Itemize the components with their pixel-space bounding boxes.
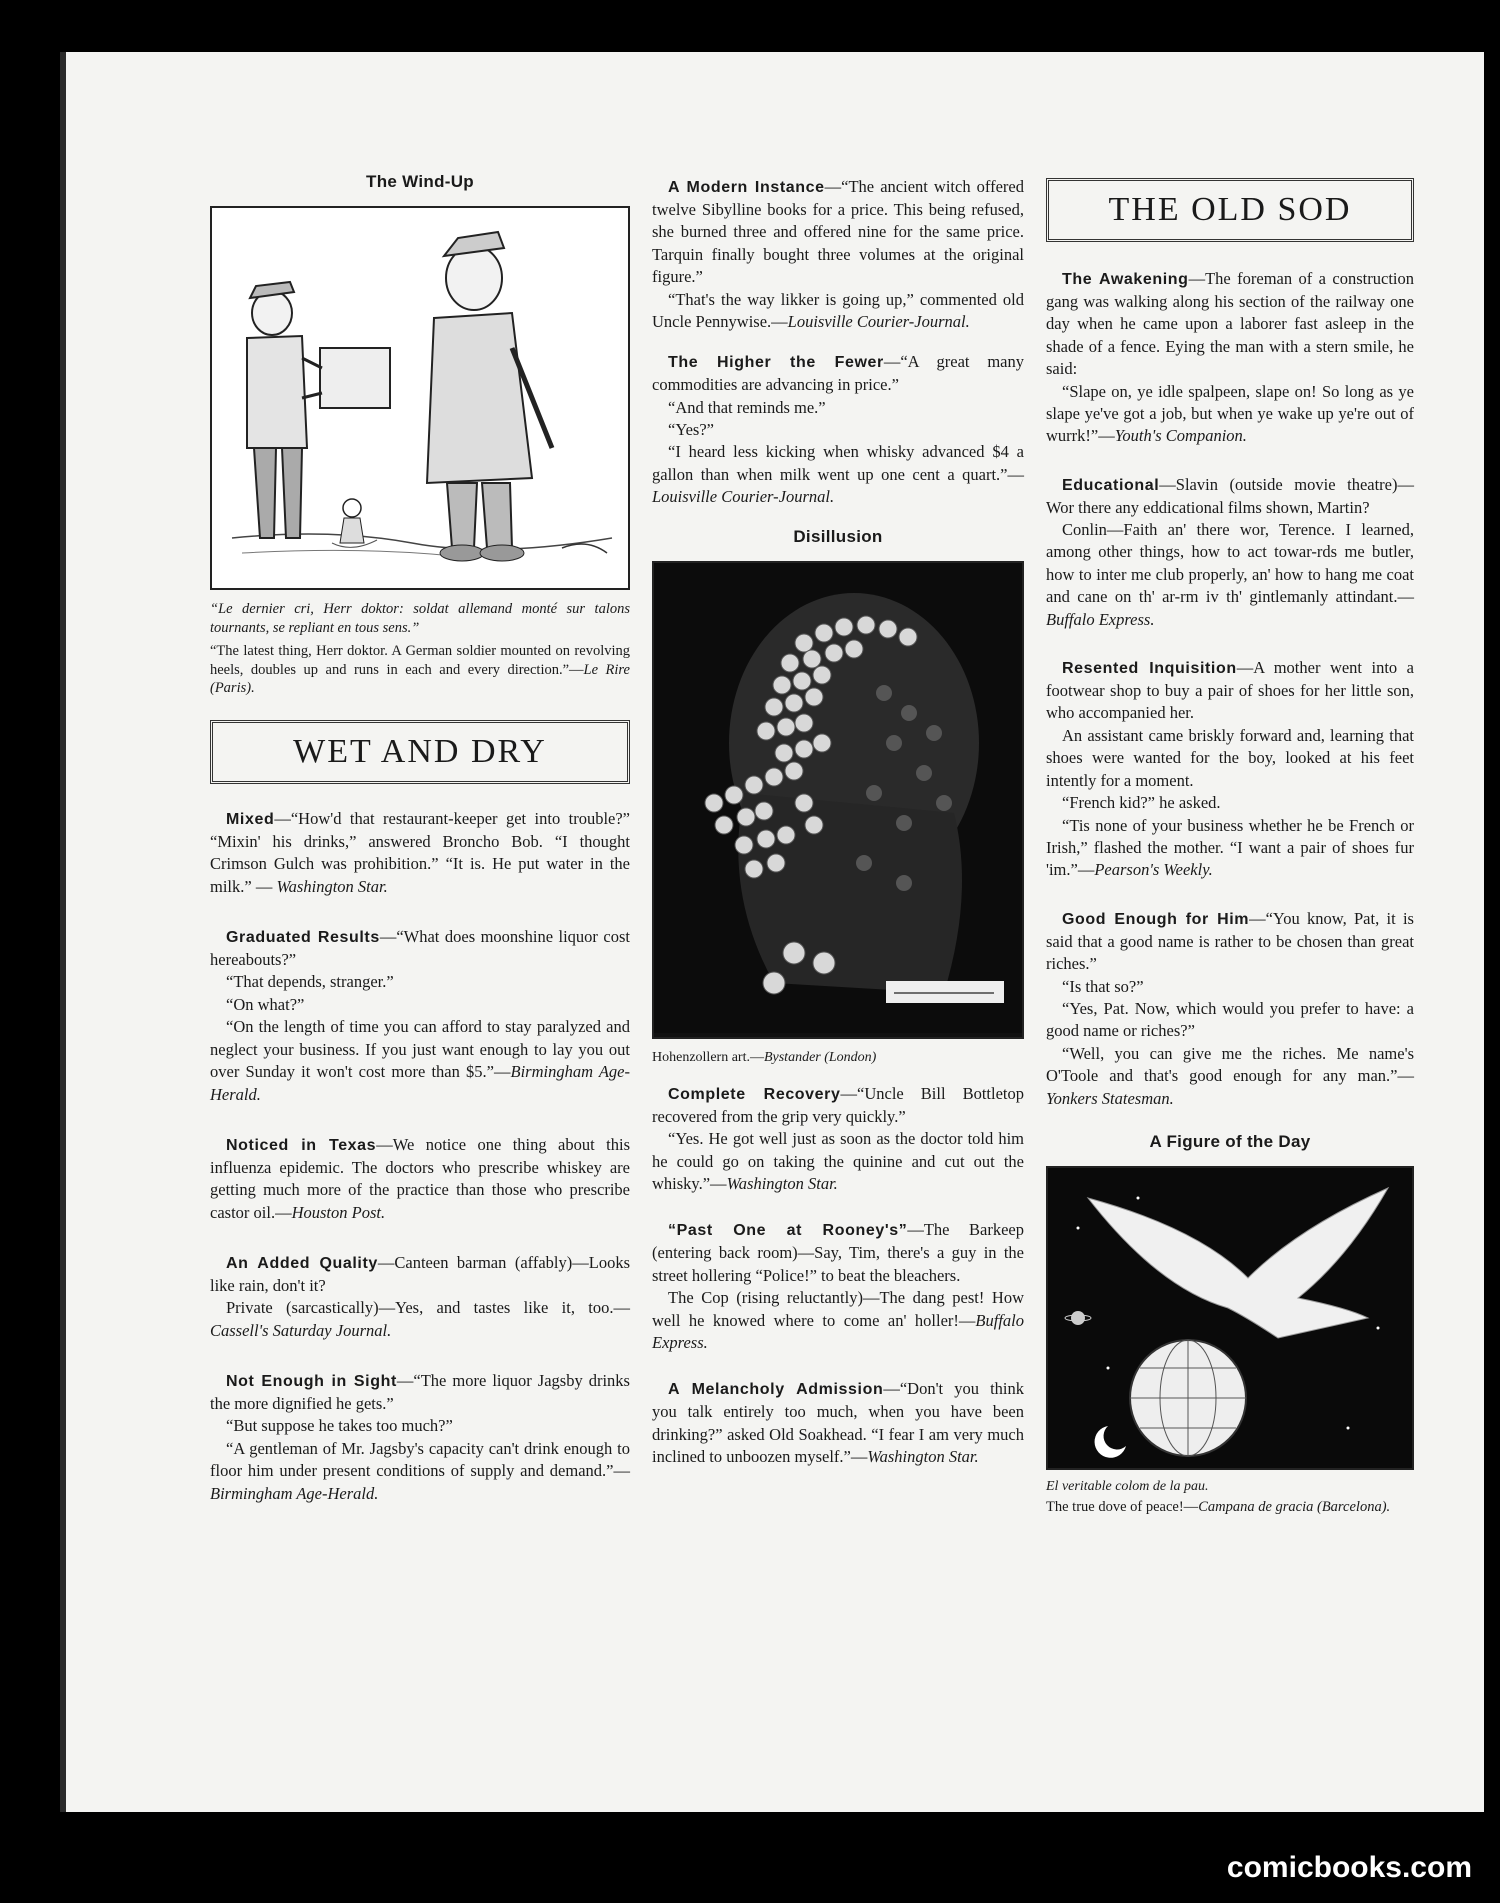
article-item xyxy=(1046,474,1414,631)
article-paragraph xyxy=(1046,268,1414,381)
article-paragraph xyxy=(210,1415,630,1437)
article-paragraph xyxy=(652,1219,1024,1287)
article-text: “A gentleman of Mr. Jagsby's capacity can't drink enough to floor him under present conditions of supply and demand.”— xyxy=(210,1438,630,1481)
figure-title-figure-of-day: A Figure of the Day xyxy=(1149,1132,1311,1152)
illustration-disillusion xyxy=(652,561,1024,1039)
article-source: Buffalo Express. xyxy=(652,1310,1024,1352)
article-paragraph xyxy=(210,1252,630,1297)
article-source: Washington Star. xyxy=(867,1447,979,1466)
article-item xyxy=(1046,657,1414,882)
article-item xyxy=(210,808,630,898)
article-source: Houston Post. xyxy=(291,1202,386,1222)
article-paragraph xyxy=(210,1438,630,1505)
article-headline: A Modern Instance xyxy=(668,179,825,196)
article-item xyxy=(210,926,630,1106)
article-text: “Yes. He got well just as soon as the doctor told him he could go on taking the quinine and cut out the whisky.”— xyxy=(652,1129,1024,1193)
article-headline: An Added Quality xyxy=(226,1255,378,1273)
article-text: “French kid?” he asked. xyxy=(1062,793,1221,813)
article-text: Private (sarcastically)—Yes, and tastes like it, too.— xyxy=(226,1298,630,1318)
article-text: —A mother went into a footwear shop to buy a pair of shoes for her little son, who accompanied her. xyxy=(1046,658,1415,723)
article-text: “Yes?” xyxy=(668,420,714,439)
article-paragraph xyxy=(210,808,630,898)
figure-title-disillusion: Disillusion xyxy=(793,526,883,546)
article-paragraph xyxy=(210,1370,630,1415)
article-headline: Resented Inquisition xyxy=(1062,660,1237,678)
article-paragraph xyxy=(1046,998,1414,1043)
article-paragraph xyxy=(1046,792,1414,814)
magazine-page xyxy=(60,52,1484,1812)
article-text: “Well, you can give me the riches. Me name's O'Toole and that's good enough for any man.”— xyxy=(1046,1043,1414,1086)
article-paragraph xyxy=(1046,1043,1414,1110)
article-paragraph xyxy=(210,971,630,993)
article-headline: A Melancholy Admission xyxy=(668,1381,884,1399)
article-headline: Graduated Results xyxy=(226,929,380,947)
article-item xyxy=(210,1370,630,1505)
article-text: “Tis none of your business whether he be French or Irish,” flashed the mother. “I want a pair of shoes fur 'im.”— xyxy=(1046,815,1414,880)
article-text: —“A great many commodities are advancing in price.” xyxy=(652,352,1024,395)
article-text: “Is that so?” xyxy=(1062,976,1144,996)
article-paragraph xyxy=(210,1297,630,1342)
article-text: “But suppose he takes too much?” xyxy=(226,1416,453,1436)
figure-caption-dove: The true dove of peace!—Campana de gracia (Barcelona). xyxy=(1046,1499,1391,1516)
article-text: —“Uncle Bill Bottletop recovered from the grip very quickly.” xyxy=(652,1083,1024,1126)
page-spine-shadow xyxy=(60,52,66,1812)
article-headline: Mixed xyxy=(226,811,275,829)
article-text: The Cop (rising reluctantly)—The dang pest! How well he knowed where to come an' holler!— xyxy=(652,1288,1024,1330)
article-source: Cassell's Saturday Journal. xyxy=(210,1320,392,1340)
article-source: Yonkers Statesman. xyxy=(1046,1088,1174,1108)
article-text: Conlin—Faith an' there wor, Terence. I learned, among other things, how to act towar-rds me butler, how to inter me club properly, an' how to hang me coat and cane on th' ar-rm iv th' gintlemanly attindant.— xyxy=(1046,520,1414,607)
article-source: Washington Star. xyxy=(276,876,388,896)
article-text: —Canteen barman (affably)—Looks like rain, don't it? xyxy=(210,1253,630,1295)
article-paragraph xyxy=(1046,908,1414,976)
illustration-dove-of-peace xyxy=(1046,1166,1414,1470)
illustration-wind-up xyxy=(210,206,630,590)
article-paragraph xyxy=(1046,381,1414,448)
col2-article-list-bottom xyxy=(652,1083,1024,1469)
article-text: —Slavin (outside movie theatre)—Wor there any eddicational films shown, Martin? xyxy=(1046,474,1414,517)
article-text: —“What does moonshine liquor cost hereabouts?” xyxy=(210,927,630,970)
article-text: “That depends, stranger.” xyxy=(226,972,394,992)
watermark-logo: comicbooks.com xyxy=(1226,1851,1472,1884)
article-headline: Complete Recovery xyxy=(668,1085,841,1103)
column-2 xyxy=(652,176,1024,1468)
article-paragraph xyxy=(652,289,1024,334)
figure-caption-spanish: El veritable colom de la pau. xyxy=(1046,1479,1209,1495)
article-source: Louisville Courier-Journal. xyxy=(652,487,835,507)
article-text: “And that reminds me.” xyxy=(668,397,826,417)
article-headline: The Higher the Fewer xyxy=(668,354,884,372)
article-text: —“Don't you think you talk entirely too much, when you have been drinking?” asked Old Soakhead. “I fear I am very much inclined to unboozen myself.”— xyxy=(652,1379,1024,1466)
article-paragraph xyxy=(1046,519,1414,631)
article-headline: Not Enough in Sight xyxy=(226,1373,397,1391)
article-text: —“How'd that restaurant-keeper get into trouble?” “Mixin' his drinks,” answered Broncho Bob. “I thought Crimson Gulch was prohibition.” “It is. He put water in the milk.” — xyxy=(210,809,630,896)
article-headline: Good Enough for Him xyxy=(1062,910,1250,928)
figure-caption-disillusion: Hohenzollern art.—Bystander (London) xyxy=(652,1049,877,1065)
article-text: “Slape on, ye idle spalpeen, slape on! So long as ye slape ye've got a job, but when ye wake up ye're out of wurrk!”— xyxy=(1046,381,1414,446)
article-headline: The Awakening xyxy=(1062,271,1189,288)
article-paragraph xyxy=(210,994,630,1016)
figure-caption-english: “The latest thing, Herr doktor. A German soldier mounted on revolving heels, doubles up and runs in each and every direction.”—Le Rire (Paris). xyxy=(210,642,630,697)
article-text: “On the length of time you can afford to stay paralyzed and neglect your business. If you just want enough to lay you out over Sunday it won't cost more than $5.”— xyxy=(210,1017,630,1082)
article-paragraph xyxy=(1046,815,1414,882)
cartoon-soldiers-drawing xyxy=(212,208,628,584)
article-paragraph xyxy=(652,176,1024,289)
article-source: Washington Star. xyxy=(726,1174,838,1193)
article-item xyxy=(652,1219,1024,1354)
article-source: Youth's Companion. xyxy=(1114,426,1247,446)
article-paragraph xyxy=(1046,657,1414,725)
col3-article-list xyxy=(1046,268,1414,1110)
article-text: —The Barkeep (entering back room)—Say, Tim, there's a guy in the street hollering “Police!” to beat the bleachers. xyxy=(652,1220,1024,1285)
skull-head-drawing xyxy=(654,563,1022,1033)
article-paragraph xyxy=(1046,474,1414,519)
article-text: “On what?” xyxy=(226,994,305,1014)
article-text: —We notice one thing about this influenza epidemic. The doctors who prescribe whiskey are getting much more of the practice than those who prescribe castor oil.— xyxy=(210,1135,630,1222)
article-item xyxy=(1046,908,1414,1110)
article-text: “That's the way likker is going up,” commented old Uncle Pennywise.— xyxy=(652,289,1024,331)
dove-over-globe-drawing xyxy=(1048,1168,1412,1464)
article-paragraph xyxy=(652,397,1024,419)
article-text: “I heard less kicking when whisky advanced $4 a gallon than when milk went up one cent a quart.”— xyxy=(652,442,1024,484)
column-1 xyxy=(210,172,630,1505)
figure-caption-french: “Le dernier cri, Herr doktor: soldat allemand monté sur talons tournants, se repliant en tous sens.” xyxy=(210,601,630,636)
article-source: Pearson's Weekly. xyxy=(1094,860,1213,880)
article-source: Buffalo Express. xyxy=(1046,609,1155,629)
article-paragraph xyxy=(652,1287,1024,1354)
article-paragraph xyxy=(652,1378,1024,1468)
article-source: Louisville Courier-Journal. xyxy=(787,311,970,331)
article-paragraph xyxy=(652,419,1024,441)
article-paragraph xyxy=(210,926,630,971)
article-paragraph xyxy=(652,1083,1024,1128)
article-text: —“You know, Pat, it is said that a good name is rather to be chosen than great riches.” xyxy=(1046,908,1414,974)
col1-article-list xyxy=(210,808,630,1505)
article-text: —The foreman of a construction gang was walking along his section of the railway one day when he came upon a laborer fast asleep in the shade of a fence. Eying the man with a stern smile, he said: xyxy=(1046,269,1414,379)
article-item xyxy=(652,1083,1024,1196)
section-header-old-sod: THE OLD SOD xyxy=(1046,178,1414,242)
article-item xyxy=(652,176,1024,333)
article-item xyxy=(210,1252,630,1342)
article-headline: Noticed in Texas xyxy=(226,1137,377,1155)
article-paragraph xyxy=(1046,976,1414,998)
col2-article-list-top xyxy=(652,176,1024,509)
article-paragraph xyxy=(210,1016,630,1106)
article-text: —“The more liquor Jagsby drinks the more dignified he gets.” xyxy=(210,1371,630,1413)
article-text: An assistant came briskly forward and, learning that shoes were wanted for the boy, looked at his feet intently for a moment. xyxy=(1046,725,1414,790)
article-source: Birmingham Age-Herald. xyxy=(210,1483,379,1503)
article-paragraph xyxy=(652,351,1024,396)
article-text: “Yes, Pat. Now, which would you prefer to have: a good name or riches?” xyxy=(1046,998,1414,1041)
article-item xyxy=(652,1378,1024,1468)
column-3 xyxy=(1046,178,1414,1517)
article-headline: Educational xyxy=(1062,476,1160,494)
article-paragraph xyxy=(210,1134,630,1224)
section-header-wet-and-dry: WET AND DRY xyxy=(210,720,630,784)
figure-title-wind-up: The Wind-Up xyxy=(366,172,474,191)
article-source: Birmingham Age-Herald. xyxy=(210,1062,631,1104)
article-item xyxy=(210,1134,630,1224)
article-headline: “Past One at Rooney's” xyxy=(668,1222,908,1240)
article-paragraph xyxy=(652,441,1024,508)
article-paragraph xyxy=(652,1128,1024,1195)
article-item xyxy=(1046,268,1414,448)
article-item xyxy=(652,351,1024,508)
article-text: —“The ancient witch offered twelve Sibylline books for a price. This being refused, she burned three and offered nine for the same price. Tarquin finally bought three volumes at the original figure.” xyxy=(652,177,1024,287)
article-paragraph xyxy=(1046,725,1414,792)
